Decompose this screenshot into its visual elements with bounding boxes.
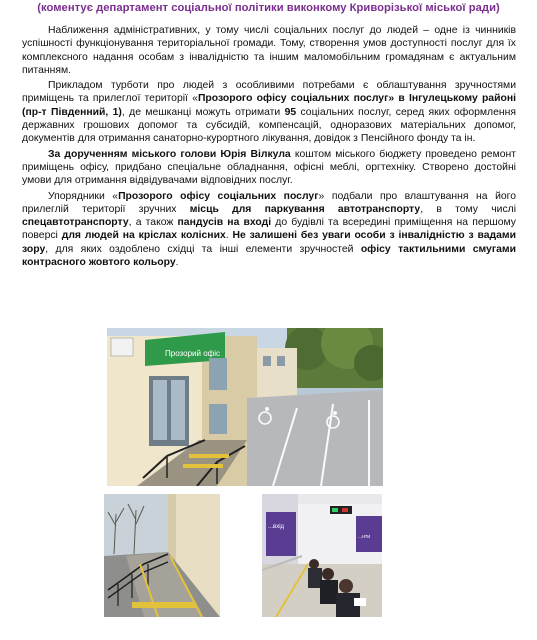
- p4-f: спецавтотранспорту: [22, 217, 129, 229]
- p4-i: до будівлі та всередині приміщення на першому поверсі: [22, 217, 516, 242]
- entrance-photo-illustration: [107, 328, 383, 486]
- p4-e: , в тому числі: [420, 203, 517, 215]
- document-body: [22, 24, 516, 269]
- p3-text-b: коштом міського бюджету проведено ремонт приміщень офісу, придбано спеціальне обладнання, офісні меблі, оргтехніку. Створено достойні умови для отримання відвідувачами відповідних послуг.: [22, 148, 516, 187]
- photo-office-entrance: [107, 328, 383, 486]
- p4-m: , для яких оздоблено східці та інші елементи зручностей: [45, 243, 361, 255]
- banner-text: ...вхід: [268, 524, 285, 530]
- p4-j: для людей на кріслах колісних: [61, 230, 226, 242]
- photo-outdoor-ramp: [104, 494, 220, 617]
- wall-text: ...нти: [358, 534, 371, 540]
- p4-h: пандусів на вході: [177, 217, 272, 229]
- p2-office-address: Прозорого офісу соціальних послуг» в Інгулецькому районі (пр-т Південний, 1): [22, 93, 516, 118]
- paragraph-3: [22, 148, 516, 188]
- p4-c: » подбали про влаштування на його прилеглій території зручних: [22, 190, 516, 215]
- paragraph-1: Наближення адміністративних, у тому числі соціальних послуг до людей – одне із чинників успішності функціонування територіальної громади. Тому, створення умов доступності послуг для їх комплексного надання особам з інвалідністю та іншим маломобільним громадянам є актуальним питанням.: [22, 25, 516, 76]
- p2-text-e: соціальних послуг, серед яких оформлення державних грошових допомог та субсидій, компенсацій, одноразових матеріальних допомог, документів для отримання санаторно-курортного лікування, довідок з Пенсійного фонду та ін.: [22, 106, 516, 145]
- ramp-photo-illustration: [104, 494, 220, 617]
- p3-mayor: За дорученням міського голови Юрія Вілкула: [48, 148, 291, 160]
- p4-b: Прозорого офісу соціальних послуг: [118, 190, 319, 202]
- p4-a: Упорядники «: [48, 190, 119, 202]
- p4-k: .: [225, 230, 233, 242]
- waiting-area-photo-illustration: [262, 494, 382, 617]
- p4-l: Не залишені без уваги особи з інвалідністю з вадами зору: [22, 230, 516, 255]
- p2-services-count: 95: [284, 106, 297, 118]
- p4-d: місць для паркування автотранспорту: [189, 203, 421, 215]
- photo-waiting-area: [262, 494, 382, 617]
- p4-o: .: [175, 257, 179, 269]
- document-title: (коментує департамент соціальної політики виконкому Криворізької міської ради): [37, 2, 500, 14]
- p2-text-a: Прикладом турботи про людей з особливими потребами є облаштування зручностями приміщень та прилеглої території «: [22, 80, 516, 105]
- paragraph-2: [22, 79, 516, 145]
- p4-g: , а також: [128, 217, 178, 229]
- office-sign-text: Прозорий офіс: [165, 349, 221, 358]
- p2-text-c: , де мешканці можуть отримати: [121, 106, 285, 118]
- paragraph-4: [22, 190, 516, 270]
- p4-n: офісу тактильними смугами контрасного жовтого кольору: [22, 243, 516, 269]
